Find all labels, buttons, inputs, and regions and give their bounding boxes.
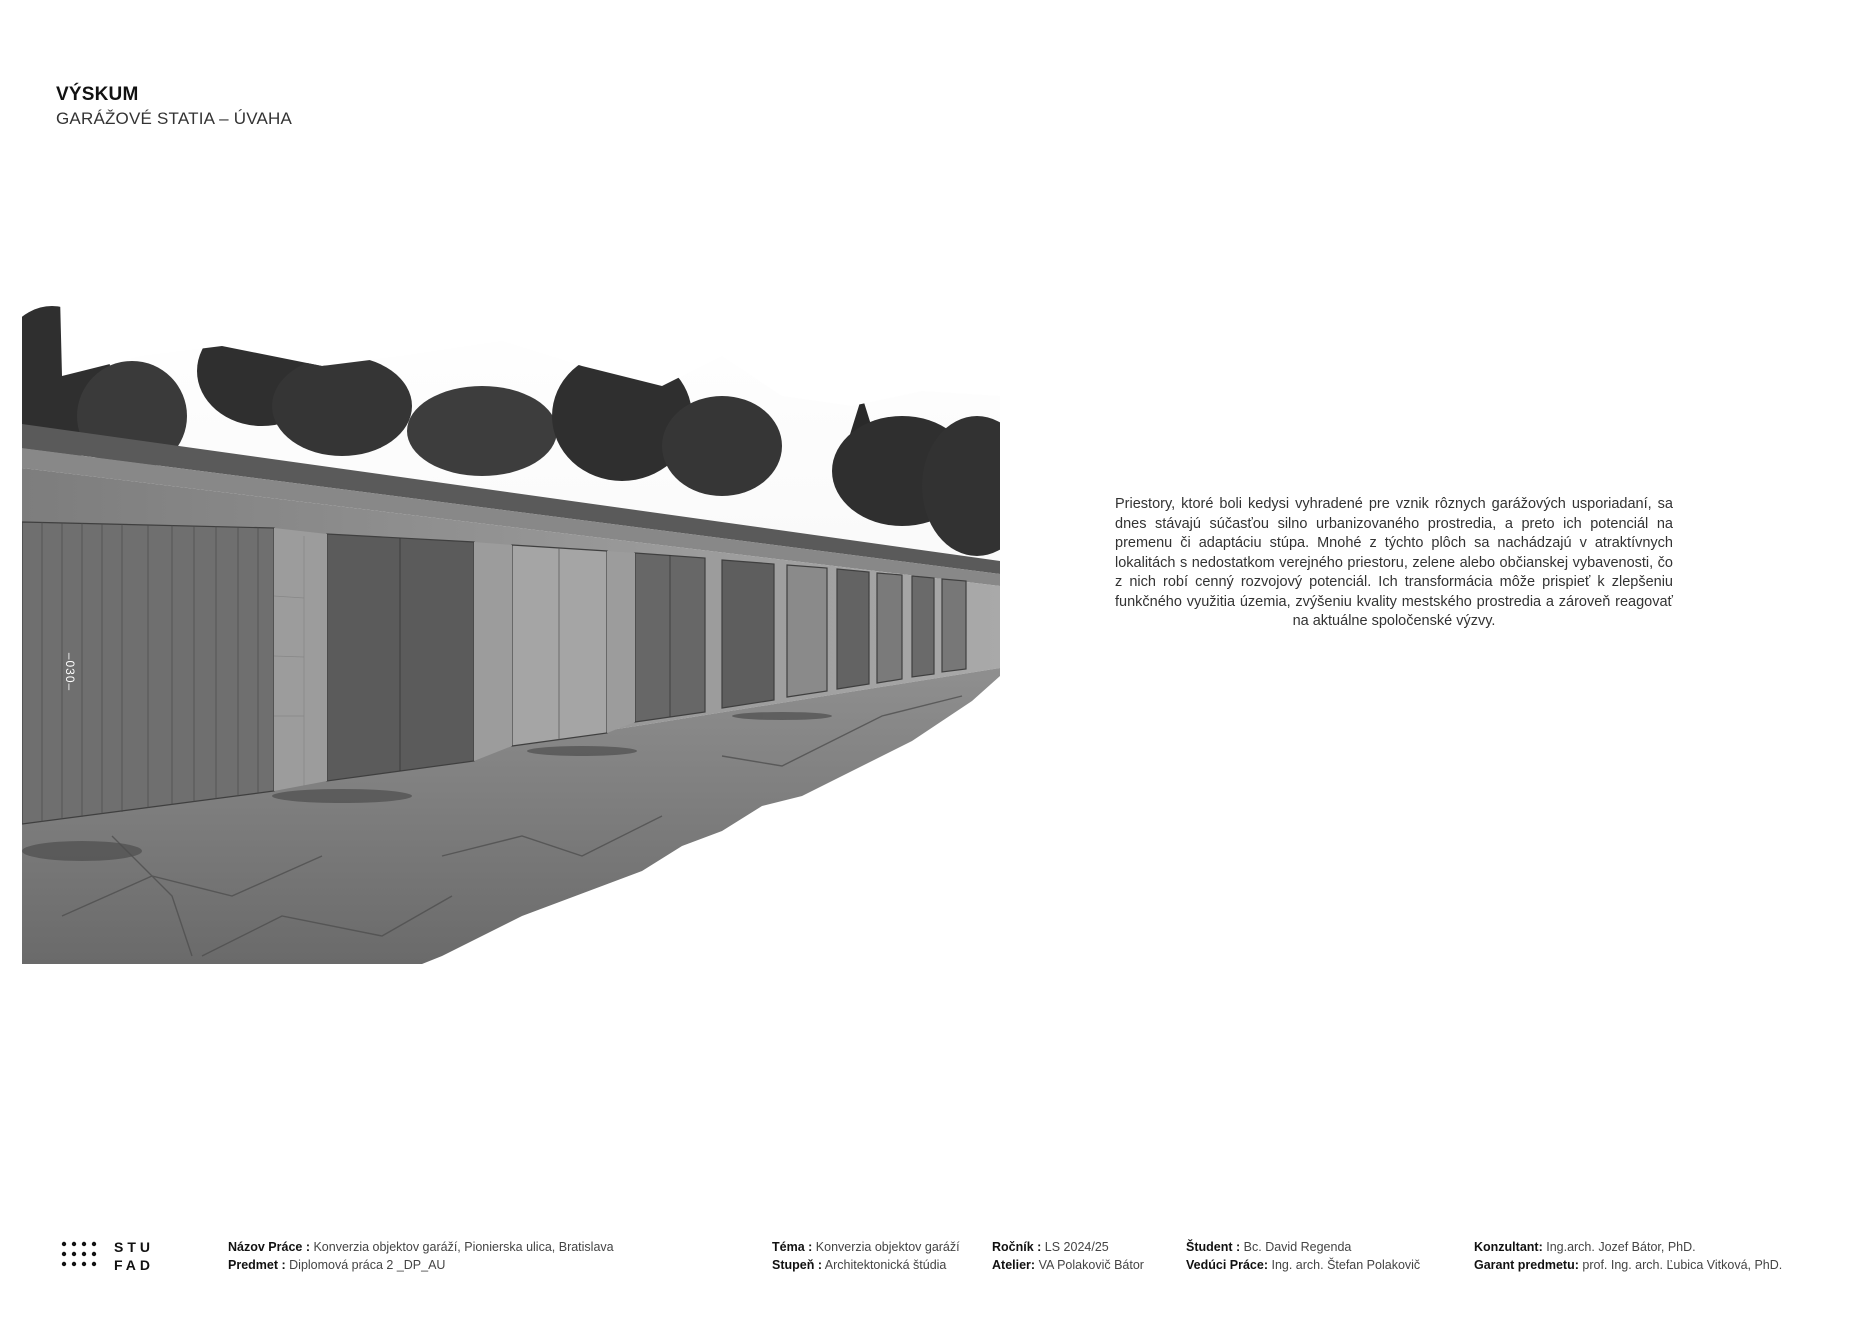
research-paragraph: Priestory, ktoré boli kedysi vyhradené pre vznik rôznych garážových usporiadaní, sa dnes stávajú súčasťou silno urbanizovaného prostredia, a preto ich potenciál na premenu či adaptáciu stúpa. Mnohé z týchto plôch sa nachádzajú v atraktívnych lokalitách s nedostatkom verejného priestoru, zelene alebo občianskej vybavenosti, čo z nich robí cenný rozvojový potenciál. Ich transformácia môže prispieť k zlepšeniu funkčného využitia územia, zvýšeniu kvality mestského prostredia a zároveň reagovať na aktuálne spoločenské výzvy. <box>1115 496 1673 629</box>
veduci-label: Vedúci Práce: <box>1186 1258 1268 1272</box>
veduci-value: Ing. arch. Štefan Polakovič <box>1271 1258 1421 1272</box>
rocnik-value: LS 2024/25 <box>1044 1240 1109 1254</box>
logo-line-2: FAD <box>114 1257 154 1273</box>
stupen-value: Architektonická štúdia <box>824 1258 947 1272</box>
footer-col-student <box>1186 1238 1420 1274</box>
atelier-label: Atelier: <box>992 1258 1036 1272</box>
atelier-value: VA Polakovič Bátor <box>1038 1258 1144 1272</box>
section-title: VÝSKUM <box>56 84 139 105</box>
footer-col-nazov <box>228 1238 614 1274</box>
footer-title-block <box>0 1230 1872 1280</box>
garant-label: Garant predmetu: <box>1474 1258 1579 1272</box>
student-value: Bc. David Regenda <box>1243 1240 1352 1254</box>
konzultant-label: Konzultant: <box>1474 1240 1543 1254</box>
garant-value: prof. Ing. arch. Ľubica Vitková, PhD. <box>1582 1258 1783 1272</box>
logo-line-1: STU <box>114 1239 154 1255</box>
stupen-label: Stupeň : <box>772 1258 822 1272</box>
page-number-text: –030– <box>63 652 77 692</box>
tema-label: Téma : <box>772 1240 813 1254</box>
tema-value: Konverzia objektov garáží <box>815 1240 960 1254</box>
rocnik-label: Ročník : <box>992 1240 1042 1254</box>
logo-text <box>114 1238 154 1274</box>
nazov-label: Názov Práce : <box>228 1240 310 1254</box>
footer-col-rocnik <box>992 1238 1144 1274</box>
nazov-value: Konverzia objektov garáží, Pionierska ulica, Bratislava <box>313 1240 614 1254</box>
page-number <box>58 648 82 696</box>
stu-fad-logo <box>60 1236 160 1280</box>
section-subtitle: GARÁŽOVÉ STATIA – ÚVAHA <box>56 109 293 128</box>
predmet-label: Predmet : <box>228 1258 286 1272</box>
garage-row-photo <box>22 296 1000 964</box>
predmet-value: Diplomová práca 2 _DP_AU <box>289 1258 446 1272</box>
footer-col-tema <box>772 1238 960 1274</box>
student-label: Študent : <box>1186 1240 1241 1254</box>
garage-photo-illustration <box>22 296 1000 964</box>
logo-dots-icon <box>60 1240 104 1276</box>
konzultant-value: Ing.arch. Jozef Bátor, PhD. <box>1546 1240 1696 1254</box>
page-header <box>56 84 292 129</box>
footer-col-konzultant <box>1474 1238 1782 1274</box>
